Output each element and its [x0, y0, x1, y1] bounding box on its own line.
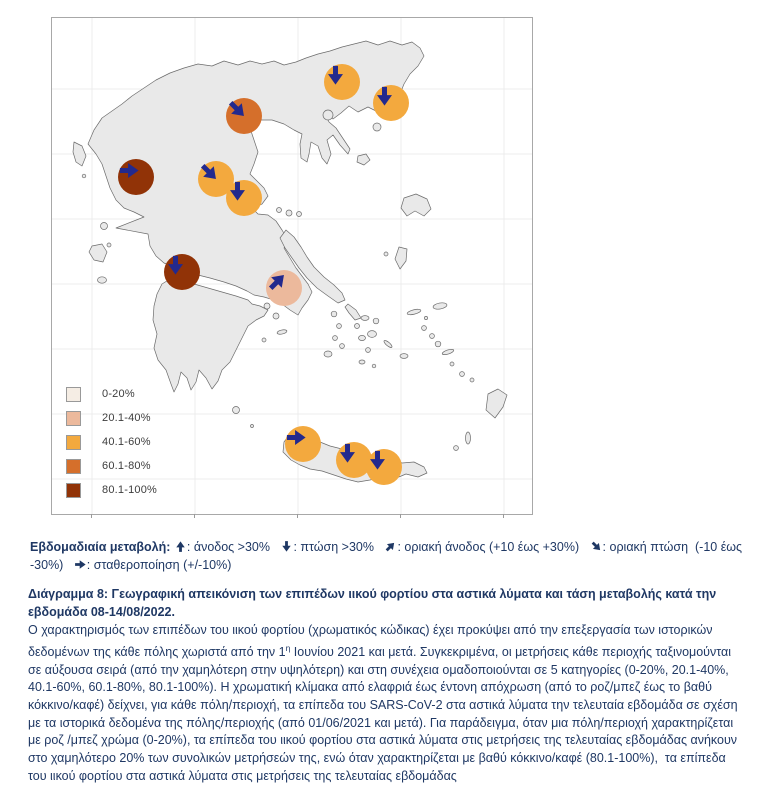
trend-arrow-down-right [198, 161, 221, 184]
city-marker [226, 180, 262, 216]
legend-label: 40.1-60% [102, 436, 151, 448]
legend-label: 80.1-100% [102, 484, 158, 496]
trend-arrow-down [280, 540, 293, 553]
description-part1: Ο χαρακτηρισμός των επιπέδων του ιικού φορτίου (χρωματικός κώδικας) έχει προκύψει από την επεξεργασία των ιστορικών δεδομένων της κάθε πόλης χωριστά από την 1 [28, 623, 716, 659]
axis-tick [297, 514, 298, 518]
trend-arrow-down [373, 85, 396, 108]
city-marker [373, 85, 409, 121]
weekly-change-item-text: : πτώση >30% [293, 540, 374, 554]
legend-row [66, 430, 157, 454]
city-marker [285, 426, 321, 462]
description-superscript: η [285, 642, 291, 653]
legend-swatch [66, 435, 81, 450]
trend-arrow-down [164, 254, 187, 277]
city-marker [324, 64, 360, 100]
legend-swatch [66, 459, 81, 474]
city-marker [118, 159, 154, 195]
trend-arrow-right [118, 159, 141, 182]
weekly-change-item-text: : οριακή πτώση (-10 έως -30%) [30, 540, 746, 572]
weekly-change-item-text: : άνοδος >30% [186, 540, 270, 554]
legend-row [66, 454, 157, 478]
legend-label: 60.1-80% [102, 460, 151, 472]
figure-description [28, 622, 746, 785]
legend-label: 20.1-40% [102, 412, 151, 424]
trend-arrow-down [226, 180, 249, 203]
axis-tick [91, 514, 92, 518]
legend-row [66, 382, 157, 406]
legend-label: 0-20% [102, 388, 135, 400]
trend-arrow-down-right [226, 98, 249, 121]
trend-arrow-down-right [590, 540, 603, 553]
weekly-change-legend [30, 538, 744, 574]
trend-arrow-down [324, 64, 347, 87]
axis-tick [194, 514, 195, 518]
trend-arrow-up [174, 540, 187, 553]
trend-arrow-up-right [384, 540, 397, 553]
city-marker [266, 270, 302, 306]
axis-tick [503, 514, 504, 518]
weekly-change-item-text: : οριακή άνοδος (+10 έως +30%) [397, 540, 580, 554]
city-marker [164, 254, 200, 290]
figure-caption: Διάγραμμα 8: Γεωγραφική απεικόνιση των επιπέδων ιικού φορτίου στα αστικά λύματα και τάση μεταβολής κατά την εβδομάδα 08-14/08/2022. [28, 587, 720, 619]
weekly-change-legend-title: Εβδομαδιαία μεταβολή: [30, 540, 171, 554]
legend-row [66, 406, 157, 430]
legend-swatch [66, 483, 81, 498]
trend-arrow-down [336, 442, 359, 465]
legend-swatch [66, 411, 81, 426]
trend-arrow-up-right [266, 270, 289, 293]
trend-arrow-down [366, 449, 389, 472]
city-marker [366, 449, 402, 485]
map-color-legend [66, 382, 157, 502]
trend-arrow-right [285, 426, 308, 449]
weekly-change-item-text: : σταθεροποίηση (+/-10%) [86, 558, 232, 572]
legend-swatch [66, 387, 81, 402]
legend-row [66, 478, 157, 502]
axis-tick [400, 514, 401, 518]
trend-arrow-right [74, 558, 87, 571]
description-part2: Ιουνίου 2021 και μετά. Συγκεκριμένα, οι μετρήσεις κάθε περιοχής ταξινομούνται σε αύξουσα σειρά (από την χαμηλότερη στην υψηλότερη) και στη συνέχεια ομαδοποιούνται σε 5 κατηγορίες (0-20%, 20.1-40%, 40.1-60%, 60.1-80%, 80.1-100%). Η χρωματική κλίμακα από ελαφριά έως έντονη απόχρωση (από το ροζ/μπεζ έως το βαθύ κόκκινο/καφέ) δείχνει, για κάθε πόλη/περιοχή, τα επίπεδα του SARS-CoV-2 στα αστικά λύματα την τελευταία εβδομάδα σε σχέση με τα ιστορικά δεδομένα της πόλης/περιοχής (από 01/06/2021 και μετά). Για παράδειγμα, όταν μια πόλη/περιοχή χαρακτηρίζεται με ροζ /μπεζ χρώμα (0-20%), τα επίπεδα του ιικού φορτίου στα αστικά λύματα στις μετρήσεις της τελευταίας εβδομάδας ανήκουν στο χαμηλότερο 20% των συνολικών μετρήσεών της, ενώ όταν χαρακτηρίζεται με βαθύ κόκκινο/καφέ (80.1-100%), τα επίπεδα του ιικού φορτίου στα αστικά λύματα στις μετρήσεις της τελευταίας εβδομάδας [28, 644, 742, 783]
greece-map-figure [51, 17, 533, 515]
city-marker [226, 98, 262, 134]
